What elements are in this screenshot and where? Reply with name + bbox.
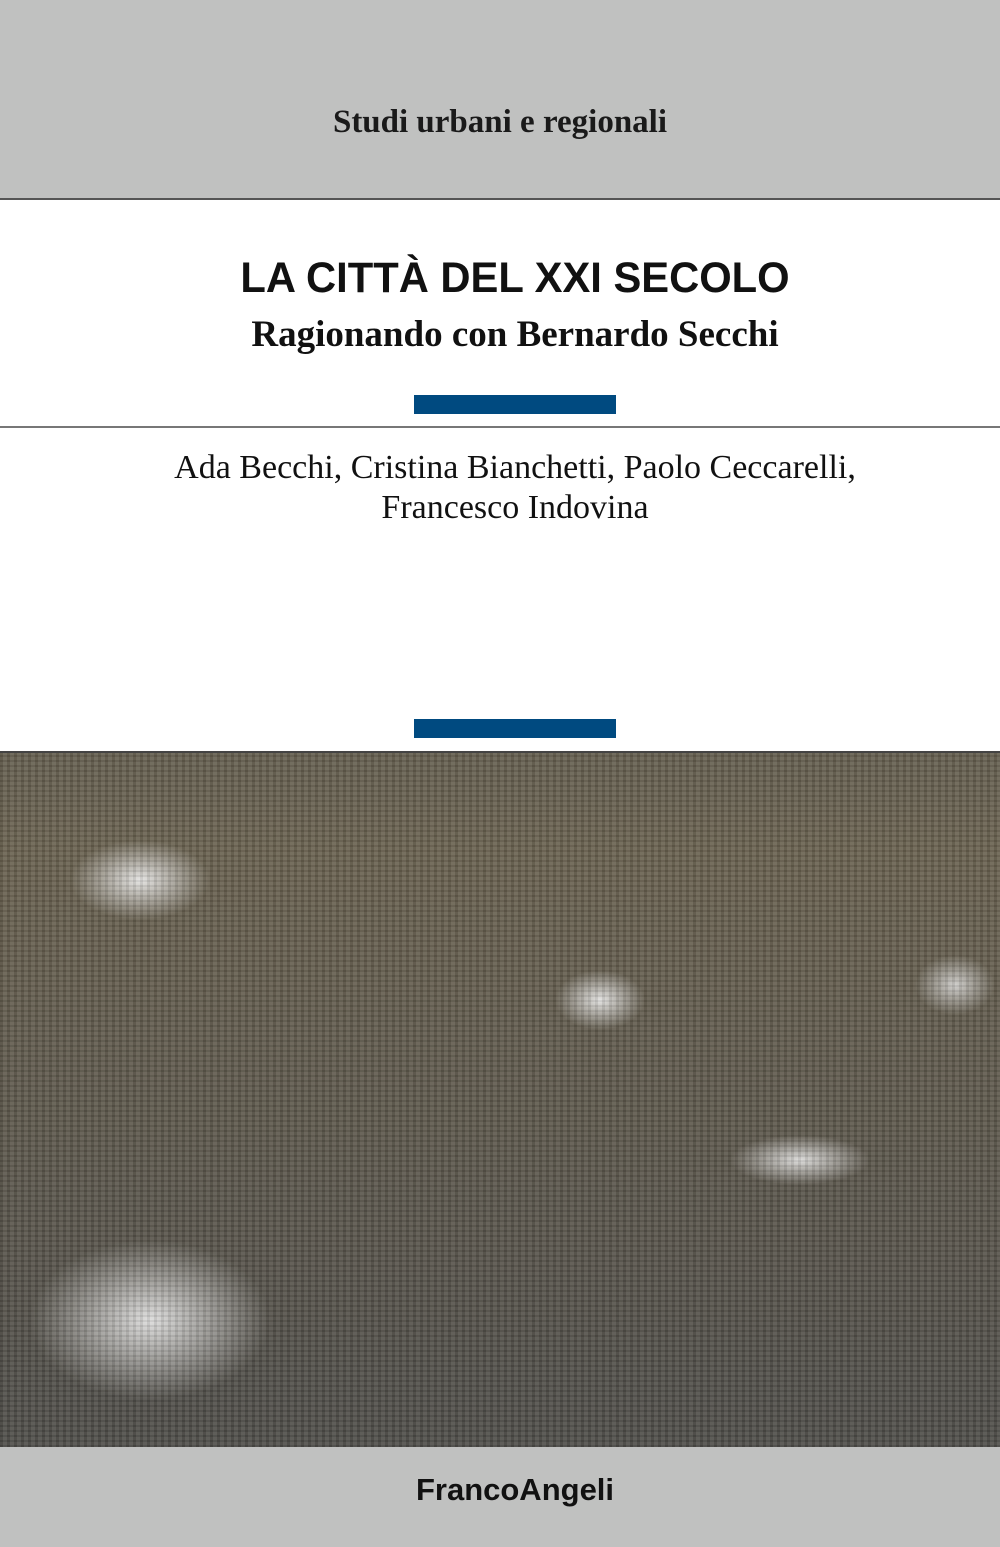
book-subtitle: Ragionando con Bernardo Secchi	[251, 314, 779, 355]
authors-line-1: Ada Becchi, Cristina Bianchetti, Paolo Ceccarelli,	[174, 449, 856, 486]
authors-line-2: Francesco Indovina	[381, 489, 649, 526]
book-title: LA CITTÀ DEL XXI SECOLO	[240, 254, 790, 302]
accent-bar-top	[414, 395, 616, 414]
series-name: Studi urbani e regionali	[332, 104, 668, 140]
divider	[0, 426, 1000, 428]
accent-bar-bottom	[414, 719, 616, 738]
authors	[0, 448, 1000, 528]
cover-photo-texture	[0, 753, 1000, 1447]
publisher-logo: FrancoAngeli	[415, 1472, 615, 1507]
top-band	[0, 0, 1000, 200]
